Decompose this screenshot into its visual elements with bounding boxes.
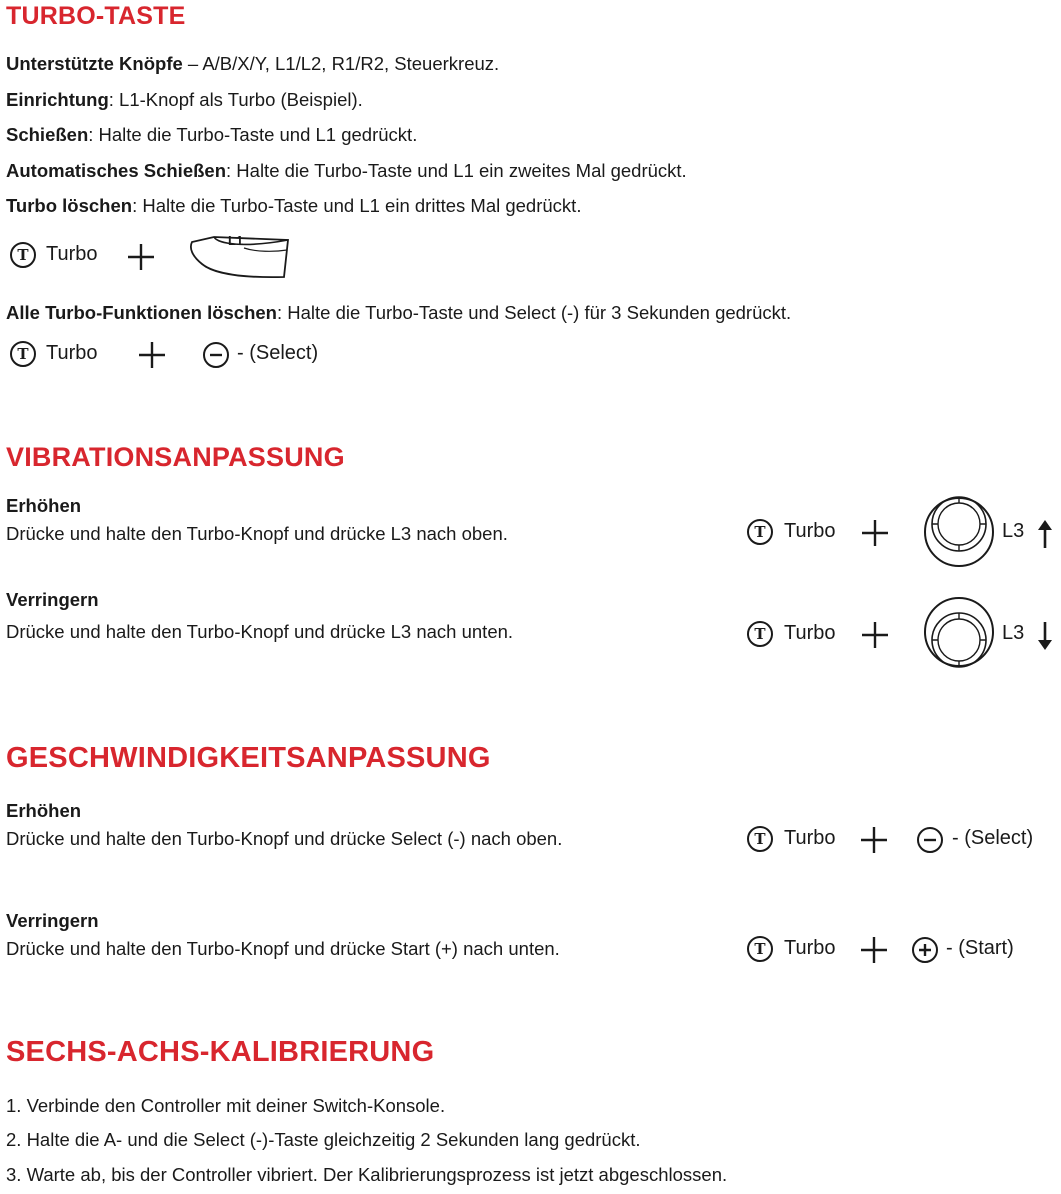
combo-turbo-select-up: [746, 819, 1046, 859]
turbo-line-clear-all: Alle Turbo-Funktionen löschen: Halte die Turbo-Taste und Select (-) für 3 Sekunden gedrückt.: [6, 302, 792, 323]
minus-button-icon: [916, 826, 944, 854]
speed-increase-title: Erhöhen: [6, 800, 82, 821]
turbo-t-icon: T: [747, 936, 773, 962]
calibration-step-3: 3. Warte ab, bis der Controller vibriert. Der Kalibrierungsprozess ist jetzt abgeschlossen.: [6, 1164, 728, 1185]
plus-button-icon: [911, 936, 939, 964]
combo-turbo-l3-up: [746, 494, 1056, 568]
turbo-label: Turbo: [784, 937, 836, 959]
l3-stick-icon: [922, 596, 996, 670]
l3-stick-icon: [922, 494, 996, 568]
turbo-label: Turbo: [46, 342, 98, 364]
calibration-heading: SECHS-ACHS-KALIBRIERUNG: [6, 1036, 435, 1068]
turbo-line-setup: Einrichtung: L1-Knopf als Turbo (Beispiel).: [6, 89, 363, 110]
calibration-step-2: 2. Halte die A- und die Select (-)-Taste gleichzeitig 2 Sekunden lang gedrückt.: [6, 1129, 641, 1150]
turbo-t-icon: T: [10, 341, 36, 367]
turbo-t-icon: T: [747, 519, 773, 545]
turbo-t-icon: T: [747, 826, 773, 852]
arrow-down-icon: [1037, 620, 1053, 652]
vibration-heading: VIBRATIONSANPASSUNG: [6, 442, 345, 472]
plus-icon: [859, 935, 889, 965]
combo-turbo-l1: [8, 234, 308, 282]
turbo-line-clear: Turbo löschen: Halte die Turbo-Taste und L1 ein drittes Mal gedrückt.: [6, 195, 582, 216]
l3-label: L3: [1002, 622, 1025, 644]
turbo-label: Turbo: [784, 520, 836, 542]
plus-icon: [860, 620, 890, 650]
plus-icon: [860, 518, 890, 548]
turbo-line-supported: Unterstützte Knöpfe – A/B/X/Y, L1/L2, R1/R2, Steuerkreuz.: [6, 53, 500, 74]
arrow-up-icon: [1037, 518, 1053, 550]
turbo-heading: TURBO-TASTE: [6, 2, 186, 30]
turbo-line-auto: Automatisches Schießen: Halte die Turbo-Taste und L1 ein zweites Mal gedrückt.: [6, 160, 687, 181]
plus-icon: [126, 242, 156, 272]
combo-turbo-l3-down: [746, 596, 1056, 670]
vibration-increase-title: Erhöhen: [6, 495, 82, 516]
start-label: - (Start): [946, 937, 1014, 959]
vibration-increase-text: Drücke und halte den Turbo-Knopf und drücke L3 nach oben.: [6, 523, 508, 544]
turbo-label: Turbo: [46, 243, 98, 265]
l3-label: L3: [1002, 520, 1025, 542]
plus-icon: [859, 825, 889, 855]
minus-button-icon: [202, 341, 230, 369]
speed-heading: GESCHWINDIGKEITSANPASSUNG: [6, 742, 491, 774]
combo-turbo-select: [8, 334, 348, 374]
turbo-t-icon: T: [747, 621, 773, 647]
turbo-label: Turbo: [784, 622, 836, 644]
calibration-step-1: 1. Verbinde den Controller mit deiner Switch-Konsole.: [6, 1095, 446, 1116]
vibration-decrease-title: Verringern: [6, 589, 99, 610]
plus-icon: [137, 340, 167, 370]
select-label: - (Select): [237, 342, 319, 364]
turbo-label: Turbo: [784, 827, 836, 849]
speed-decrease-title: Verringern: [6, 910, 99, 931]
turbo-line-shoot: Schießen: Halte die Turbo-Taste und L1 gedrückt.: [6, 124, 418, 145]
l1-label: L1: [228, 233, 244, 248]
speed-increase-text: Drücke und halte den Turbo-Knopf und drücke Select (-) nach oben.: [6, 828, 563, 849]
speed-decrease-text: Drücke und halte den Turbo-Knopf und drücke Start (+) nach unten.: [6, 938, 560, 959]
combo-turbo-start-down: [746, 929, 1046, 969]
select-label: - (Select): [952, 827, 1034, 849]
vibration-decrease-text: Drücke und halte den Turbo-Knopf und drücke L3 nach unten.: [6, 621, 514, 642]
turbo-t-icon: T: [10, 242, 36, 268]
